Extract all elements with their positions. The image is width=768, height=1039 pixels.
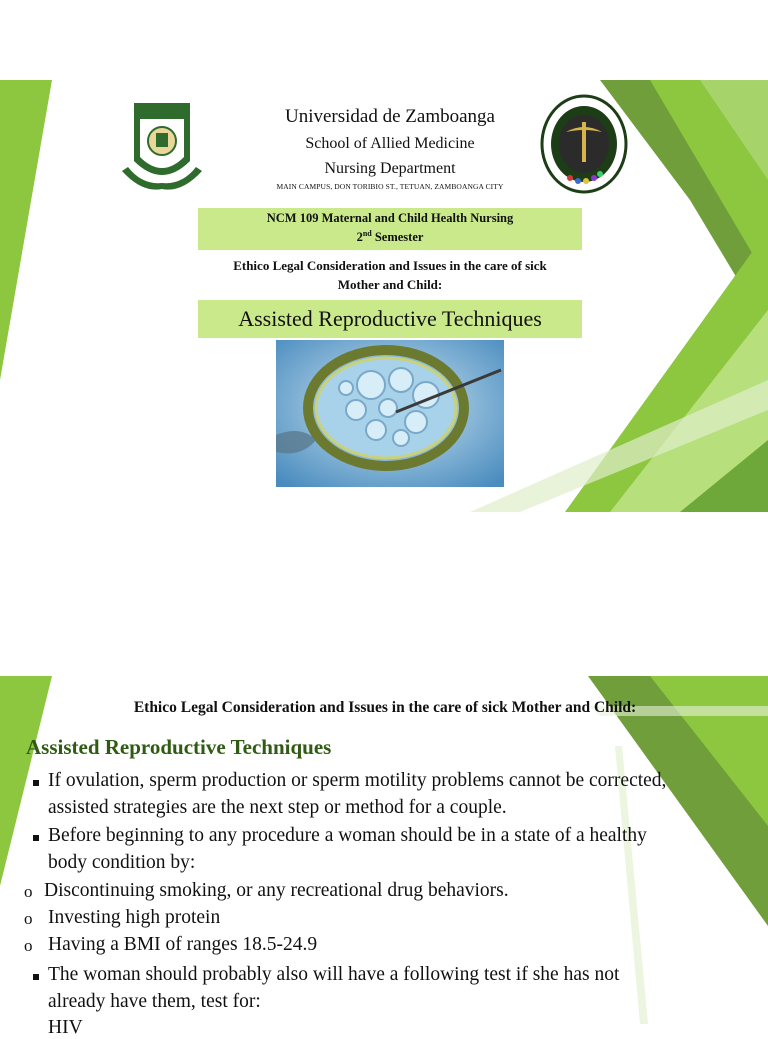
topic-text [190, 256, 590, 294]
square-bullet-icon [33, 974, 39, 980]
course-box [198, 208, 582, 250]
content-slide [0, 676, 768, 1038]
sub-item-text: Discontinuing smoking, or any recreational drug behaviors. [44, 880, 509, 901]
course-title: NCM 109 Maternal and Child Health Nursing [266, 211, 514, 225]
bullet-text: body condition by: [48, 852, 196, 873]
bullet-text: The woman should probably also will have a following test if she has not [48, 964, 620, 985]
bullet-text: assisted strategies are the next step or method for a couple. [48, 797, 507, 818]
bullet-text: If ovulation, sperm production or sperm motility problems cannot be corrected, [48, 770, 667, 791]
square-bullet-icon [33, 835, 39, 841]
topic-line-2: Mother and Child: [337, 277, 443, 292]
slide-title: Assisted Reproductive Techniques [198, 300, 582, 338]
sub-item-text: Investing high protein [48, 907, 221, 928]
semester-suffix: nd [362, 229, 372, 238]
topic-line-1: Ethico Legal Consideration and Issues in the care of sick [233, 258, 547, 273]
circle-bullet-icon: o [24, 936, 33, 955]
circle-bullet-icon: o [24, 882, 33, 901]
department-name: Nursing Department [324, 160, 456, 177]
school-name: School of Allied Medicine [305, 135, 475, 152]
semester-number: 2 [356, 230, 363, 245]
campus-address: MAIN CAMPUS, DON TORIBIO ST., TETUAN, ZAMBOANGA CITY [276, 182, 504, 191]
university-name: Universidad de Zamboanga [285, 106, 495, 127]
universidad-logo [122, 101, 202, 197]
bullet-text: HIV [48, 1017, 83, 1038]
circle-bullet-icon: o [24, 909, 33, 928]
section-heading: Assisted Reproductive Techniques [26, 735, 332, 759]
microscope-egg-image [276, 340, 504, 487]
bullet-text: already have them, test for: [48, 991, 261, 1012]
sub-item-text: Having a BMI of ranges 18.5-24.9 [48, 934, 318, 955]
semester-line [198, 226, 582, 245]
title-slide [0, 80, 768, 512]
topic-heading: Ethico Legal Consideration and Issues in the care of sick Mother and Child: [133, 699, 637, 716]
bullet-text: Before beginning to any procedure a woman should be in a state of a healthy [48, 825, 647, 846]
square-bullet-icon [33, 780, 39, 786]
semester-word: Semester [374, 230, 424, 245]
